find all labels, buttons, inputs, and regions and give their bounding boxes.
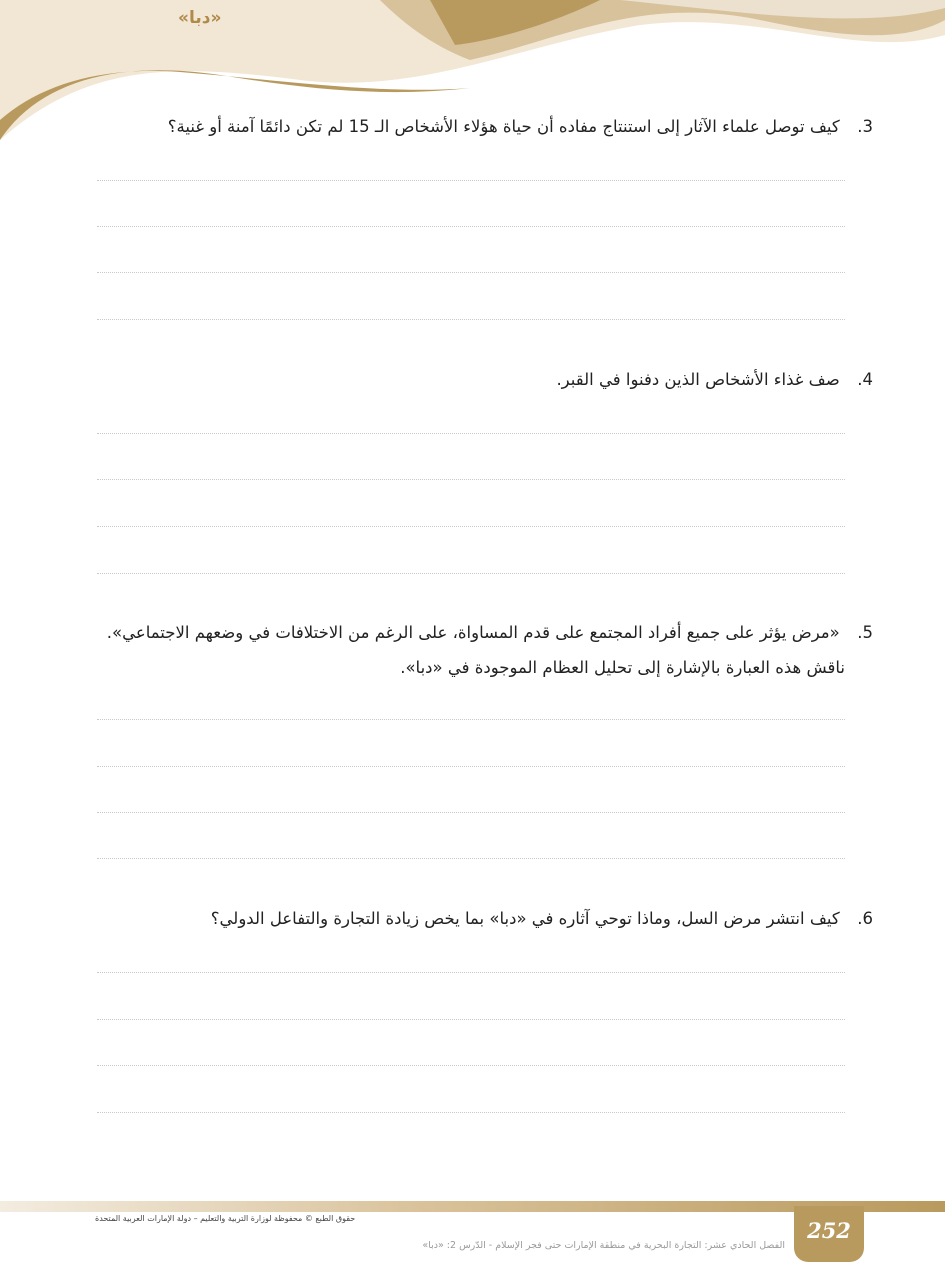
answer-line[interactable] bbox=[97, 719, 845, 720]
answer-line[interactable] bbox=[97, 433, 845, 434]
answer-line[interactable] bbox=[97, 1065, 845, 1066]
question-6 bbox=[93, 901, 873, 936]
answer-line[interactable] bbox=[97, 479, 845, 480]
question-text: صف غذاء الأشخاص الذين دفنوا في القبر. bbox=[556, 370, 840, 389]
answer-line[interactable] bbox=[97, 1019, 845, 1020]
answer-line[interactable] bbox=[97, 812, 845, 813]
answer-line[interactable] bbox=[97, 226, 845, 227]
answer-line[interactable] bbox=[97, 272, 845, 273]
question-number: 3. bbox=[857, 117, 873, 136]
question-number: 5. bbox=[857, 623, 873, 642]
answer-line[interactable] bbox=[97, 858, 845, 859]
question-text: «مرض يؤثر على جميع أفراد المجتمع على قدم المساواة، على الرغم من الاختلافات في وضعهم الاجتماعي». bbox=[106, 623, 840, 642]
answer-line[interactable] bbox=[97, 972, 845, 973]
question-4 bbox=[93, 362, 873, 397]
question-number: 6. bbox=[857, 909, 873, 928]
answer-line[interactable] bbox=[97, 766, 845, 767]
answer-line[interactable] bbox=[97, 1112, 845, 1113]
page-number: 252 bbox=[807, 1218, 851, 1243]
answer-line[interactable] bbox=[97, 526, 845, 527]
question-text: كيف انتشر مرض السل، وماذا توحي آثاره في «دبا» بما يخص زيادة التجارة والتفاعل الدولي؟ bbox=[210, 909, 840, 928]
question-5 bbox=[93, 615, 873, 685]
question-text-continued: ناقش هذه العبارة بالإشارة إلى تحليل العظام الموجودة في «دبا». bbox=[400, 658, 845, 677]
header-title: «دبا» bbox=[178, 8, 222, 28]
answer-line[interactable] bbox=[97, 319, 845, 320]
question-text: كيف توصل علماء الآثار إلى استنتاج مفاده أن حياة هؤلاء الأشخاص الـ 15 لم تكن دائمًا آمنة أو غنية؟ bbox=[167, 117, 840, 136]
chapter-info: الفصل الحادي عشر: التجارة البحرية في منطقة الإمارات حتى فجر الإسلام - الدّرس 2: «دبا» bbox=[422, 1240, 785, 1251]
question-number: 4. bbox=[857, 370, 873, 389]
answer-line[interactable] bbox=[97, 180, 845, 181]
copyright-text: حقوق الطبع © محفوظة لوزارة التربية والتعليم – دولة الإمارات العربية المتحدة bbox=[95, 1214, 356, 1223]
question-3 bbox=[93, 109, 873, 144]
answer-line[interactable] bbox=[97, 573, 845, 574]
